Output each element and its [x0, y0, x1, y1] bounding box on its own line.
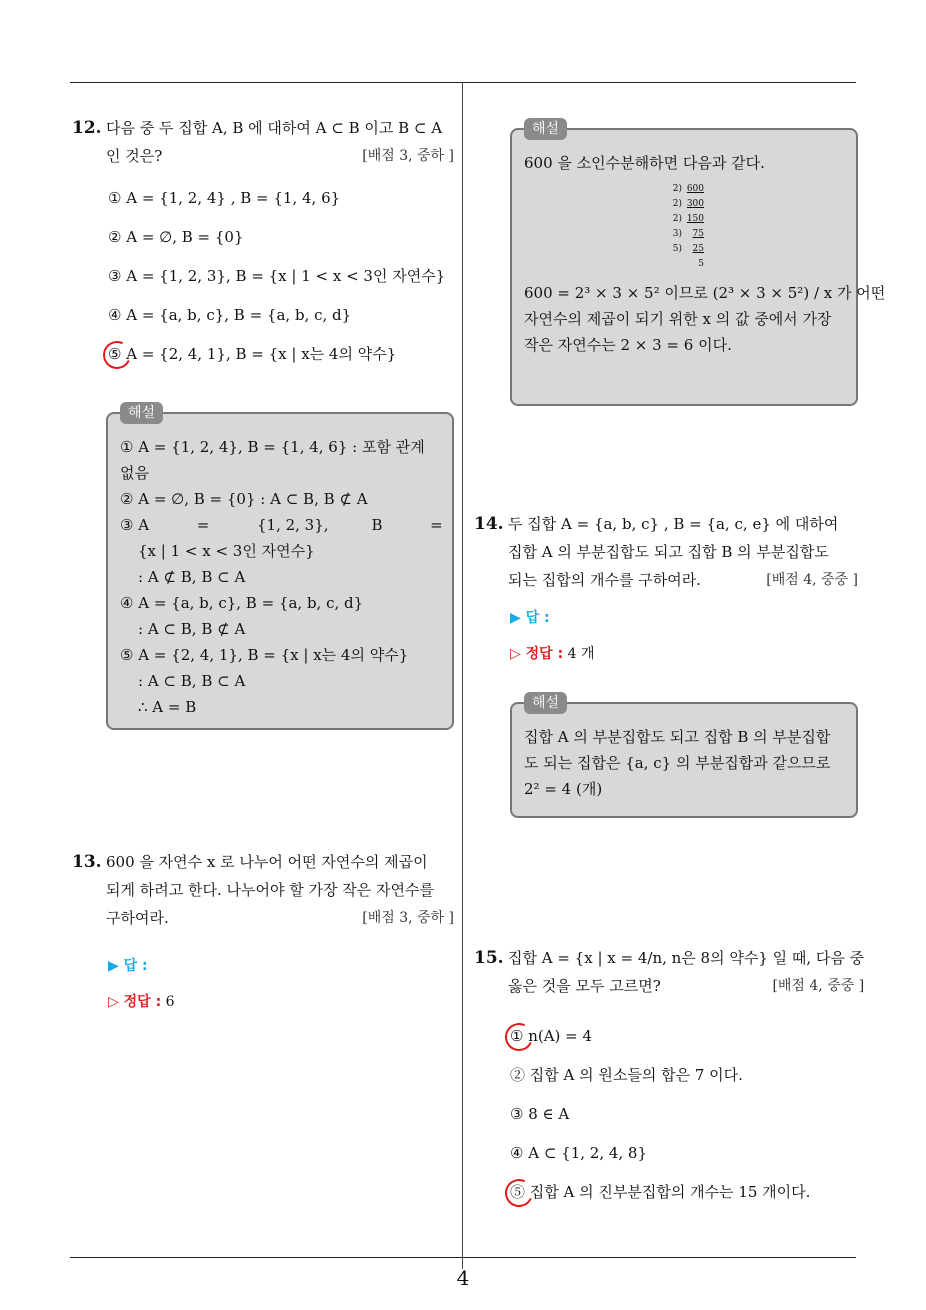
- solution-box-12: [106, 405, 454, 730]
- divisor: 2): [672, 199, 682, 209]
- solution-line: 집합 A 의 부분집합도 되고 집합 B 의 부분집합: [524, 728, 831, 746]
- divisor: 2): [672, 184, 682, 194]
- difficulty-meta: [배점 3, 중하 ]: [362, 910, 454, 926]
- solution-box-14: [510, 695, 858, 818]
- divisor: 2): [672, 214, 682, 224]
- problem-number: 13.: [72, 852, 102, 872]
- solution-box-13: [510, 121, 886, 406]
- solution-tab: 해설: [524, 692, 567, 714]
- solution-line: : A ⊂ B, B ⊄ A: [138, 620, 246, 638]
- choice-list: [474, 1022, 858, 1217]
- choice-1[interactable]: ① A = {1, 2, 4} , B = {1, 4, 6}: [108, 189, 341, 207]
- solution-line: {x | 1 < x < 3인 자연수}: [138, 542, 315, 560]
- problem-text-line: 인 것은?: [106, 147, 163, 165]
- solution-tab: 해설: [524, 118, 567, 140]
- choice-list: [72, 184, 454, 379]
- dividend: 25: [692, 244, 704, 254]
- solution-line: : A ⊂ B, B ⊂ A: [138, 672, 246, 690]
- correct-answer-label: ▷ 정답 :: [108, 994, 162, 1010]
- solution-line: 600 을 소인수분해하면 다음과 같다.: [524, 154, 765, 172]
- page-number: 4: [456, 1266, 470, 1290]
- choice-5-text: ⑤ A = {2, 4, 1}, B = {x | x는 4의 약수}: [108, 345, 397, 363]
- problem-number: 14.: [474, 514, 504, 534]
- solution-line: 600 = 2³ × 3 × 5² 이므로 (2³ × 3 × 5²) / x 가 어떤: [524, 284, 886, 302]
- choice-4[interactable]: ④ A = {a, b, c}, B = {a, b, c, d}: [108, 306, 352, 324]
- problem-text-line: 옳은 것을 모두 고르면?: [508, 977, 661, 995]
- divisor: 3): [672, 229, 682, 239]
- solution-line: 2² = 4 (개): [524, 780, 603, 798]
- column-divider: [462, 82, 463, 1269]
- solution-line: 자연수의 제곱이 되기 위한 x 의 값 중에서 가장: [524, 310, 832, 328]
- difficulty-meta: [배점 4, 중중 ]: [766, 572, 858, 588]
- dividend: 600: [686, 184, 704, 194]
- divisor: 5): [672, 244, 682, 254]
- solution-line: ③ A = {1, 2, 3}, B =: [120, 516, 443, 534]
- choice-5-text: ⑤ 집합 A 의 진부분집합의 개수는 15 개이다.: [510, 1183, 811, 1201]
- problem-text-line: 구하여라.: [106, 909, 169, 927]
- answer-area: [72, 948, 454, 1020]
- solution-line: ④ A = {a, b, c}, B = {a, b, c, d}: [120, 594, 364, 612]
- correct-answer-value: 6: [165, 994, 175, 1010]
- choice-5[interactable]: [510, 1178, 858, 1217]
- problem-text-line: 되게 하려고 한다. 나누어야 할 가장 작은 자연수를: [106, 881, 434, 899]
- choice-1[interactable]: [510, 1022, 858, 1061]
- problem-12: [72, 114, 454, 379]
- choice-5[interactable]: [108, 340, 454, 379]
- answer-circle-mark: [501, 1175, 537, 1211]
- solution-line: 없음: [120, 464, 149, 482]
- problem-13: [72, 848, 454, 1020]
- dividend: 300: [686, 199, 704, 209]
- problem-text-line: 다음 중 두 집합 A, B 에 대하여 A ⊂ B 이고 B ⊂ A: [106, 119, 443, 137]
- problem-text-line: 되는 집합의 개수를 구하여라.: [508, 571, 701, 589]
- solution-line: ⑤ A = {2, 4, 1}, B = {x | x는 4의 약수}: [120, 646, 409, 664]
- solution-line: : A ⊄ B, B ⊂ A: [138, 568, 246, 586]
- dividend: 5: [698, 259, 704, 269]
- problem-text-line: 두 집합 A = {a, b, c} , B = {a, c, e} 에 대하여: [508, 515, 839, 533]
- correct-answer-value: 4 개: [567, 646, 595, 662]
- solution-line: 작은 자연수는 2 × 3 = 6 이다.: [524, 336, 732, 354]
- problem-14: [474, 510, 858, 672]
- solution-line: ① A = {1, 2, 4}, B = {1, 4, 6} : 포함 관계: [120, 438, 425, 456]
- difficulty-meta: [배점 3, 중하 ]: [362, 148, 454, 164]
- solution-tab: 해설: [120, 402, 163, 424]
- choice-1-text: ① n(A) = 4: [510, 1027, 593, 1045]
- choice-3[interactable]: ③ 8 ∈ A: [510, 1105, 570, 1123]
- top-rule: [70, 82, 856, 83]
- divisor: [670, 257, 682, 272]
- problem-text-line: 집합 A 의 부분집합도 되고 집합 B 의 부분집합도: [508, 543, 829, 561]
- choice-2[interactable]: ② A = ∅, B = {0}: [108, 228, 244, 246]
- choice-4[interactable]: ④ A ⊂ {1, 2, 4, 8}: [510, 1144, 648, 1162]
- solution-line: 도 되는 집합은 {a, c} 의 부분집합과 같으므로: [524, 754, 831, 772]
- solution-line: ∴ A = B: [138, 698, 197, 716]
- difficulty-meta: [배점 4, 중중 ]: [772, 978, 865, 994]
- correct-answer-label: ▷ 정답 :: [510, 646, 564, 662]
- problem-text-line: 600 을 자연수 x 로 나누어 어떤 자연수의 제곱이: [106, 853, 428, 871]
- answer-input-label[interactable]: ▶ 답 :: [108, 958, 148, 974]
- problem-number: 12.: [72, 118, 102, 138]
- answer-input-label[interactable]: ▶ 답 :: [510, 610, 550, 626]
- dividend: 150: [686, 214, 704, 224]
- problem-text-line: 집합 A = {x | x = 4/n, n은 8의 약수} 일 때, 다음 중: [508, 949, 865, 967]
- answer-circle-mark: [501, 1019, 537, 1055]
- problem-15: [474, 944, 865, 1217]
- choice-3[interactable]: ③ A = {1, 2, 3}, B = {x | 1 < x < 3인 자연수}: [108, 267, 446, 285]
- bottom-rule: [70, 1257, 856, 1258]
- choice-2[interactable]: ② 집합 A 의 원소들의 합은 7 이다.: [510, 1066, 743, 1084]
- factorization-table: [670, 182, 844, 272]
- answer-area: [474, 600, 858, 672]
- answer-circle-mark: [99, 337, 135, 373]
- solution-line: ② A = ∅, B = {0} : A ⊂ B, B ⊄ A: [120, 490, 368, 508]
- dividend: 75: [692, 229, 704, 239]
- problem-number: 15.: [474, 948, 504, 968]
